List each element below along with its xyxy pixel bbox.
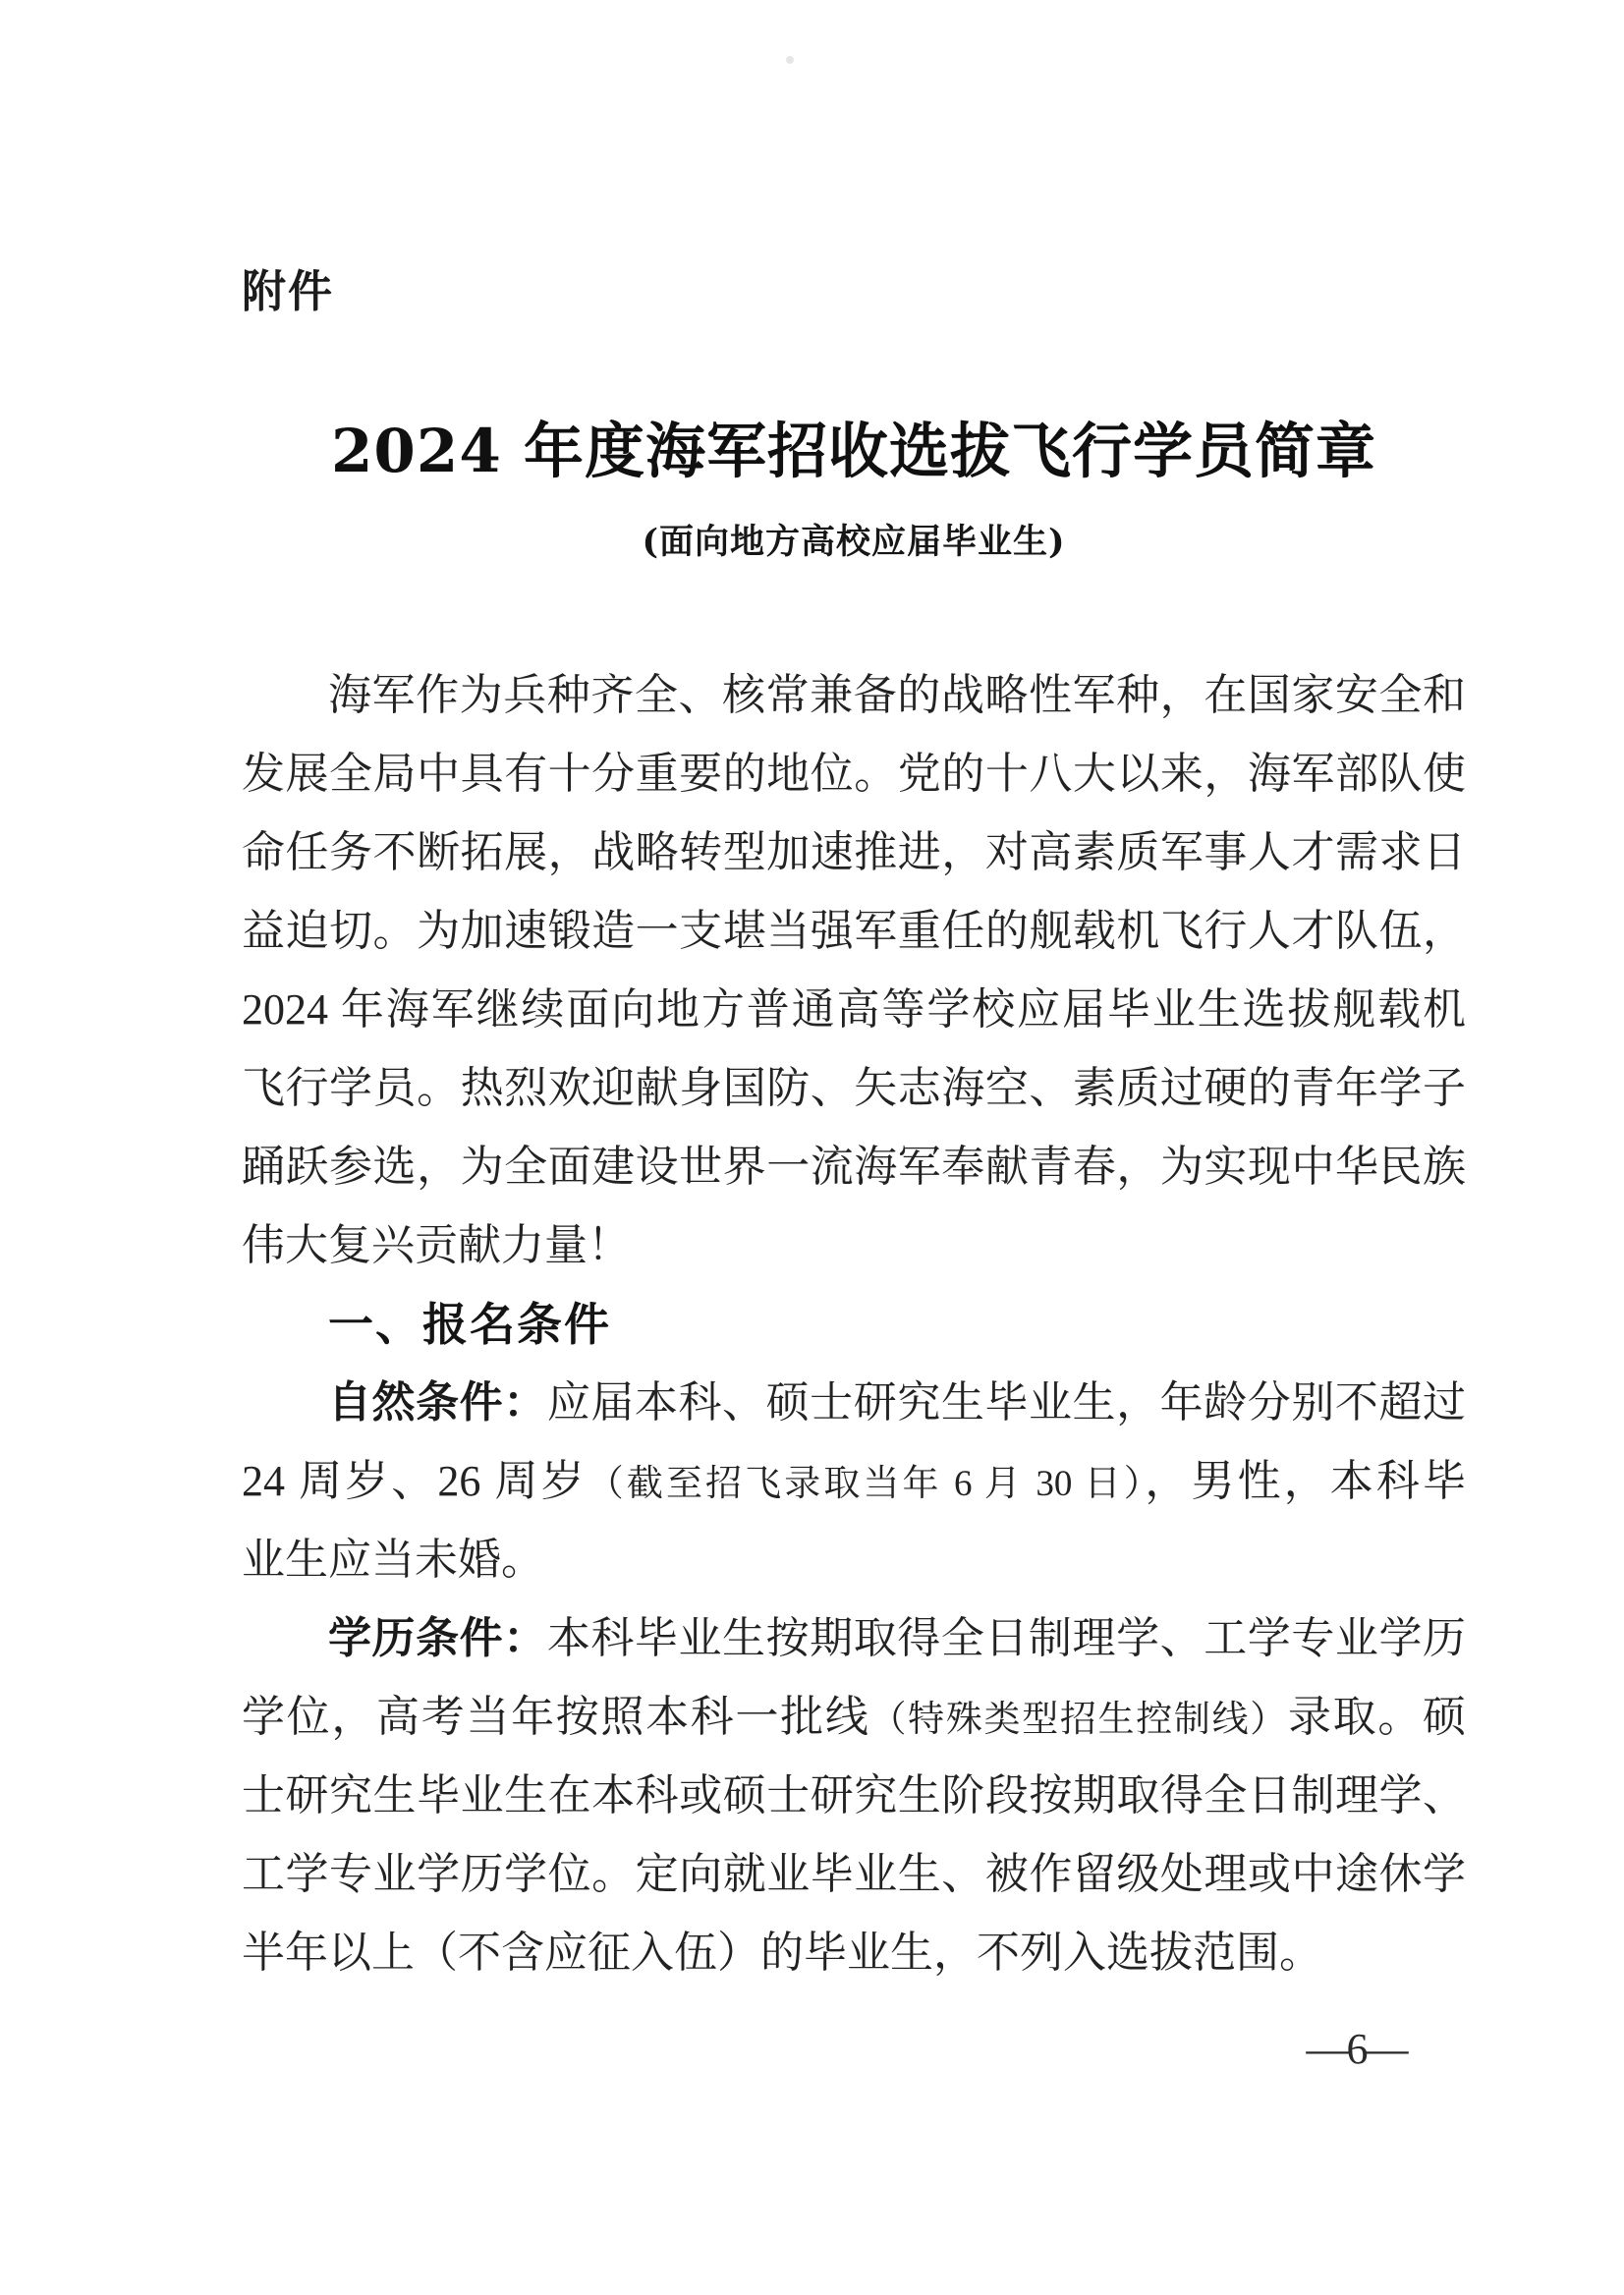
text-run: 伟大复兴贡献力量！ <box>242 1221 631 1269</box>
text-run: 一、报名条件 <box>328 1299 611 1350</box>
section-heading <box>242 1285 1466 1364</box>
text-run: 2024 年海军继续面向地方普通高等学校应届毕业生选拔舰载机 <box>242 985 1466 1034</box>
text-run: 录取。硕 <box>1287 1693 1467 1741</box>
parenthetical-note: （截至招飞录取当年 6 月 30 日） <box>587 1464 1146 1504</box>
text-run: ，男性，本科毕 <box>1145 1457 1467 1505</box>
text-run: 飞行学员。热烈欢迎献身国防、矢志海空、素质过硬的青年学子 <box>242 1064 1466 1112</box>
body-line <box>242 1835 1466 1914</box>
document-body <box>242 656 1466 1992</box>
body-line <box>242 1599 1466 1678</box>
body-line <box>242 1364 1466 1442</box>
page-number: —6— <box>1306 2025 1406 2073</box>
document-title: 2024 年度海军招收选拔飞行学员简章 <box>330 417 1376 486</box>
text-run: 海军作为兵种齐全、核常兼备的战略性军种，在国家安全和 <box>328 671 1466 719</box>
bold-term: 自然条件： <box>328 1378 547 1427</box>
document-subtitle: (面向地方高校应届毕业生) <box>642 522 1066 562</box>
body-line <box>242 1049 1466 1128</box>
text-run: 本科毕业生按期取得全日制理学、工学专业学历 <box>546 1614 1467 1662</box>
text-run: 命任务不断拓展，战略转型加速推进，对高素质军事人才需求日 <box>242 828 1466 876</box>
text-run: 业生应当未婚。 <box>242 1536 544 1584</box>
text-run: 应届本科、硕士研究生毕业生，年龄分别不超过 <box>546 1378 1467 1427</box>
body-line <box>242 813 1466 892</box>
body-line <box>242 892 1466 971</box>
body-line <box>242 735 1466 813</box>
text-run: 士研究生毕业生在本科或硕士研究生阶段按期取得全日制理学、 <box>242 1771 1466 1819</box>
bold-term: 学历条件： <box>328 1614 547 1662</box>
text-run: 工学专业学历学位。定向就业毕业生、被作留级处理或中途休学 <box>242 1850 1466 1898</box>
text-run: 24 周岁、26 周岁 <box>242 1457 588 1505</box>
body-line <box>242 1442 1466 1521</box>
text-run: 踊跃参选，为全面建设世界一流海军奉献青春，为实现中华民族 <box>242 1143 1466 1191</box>
text-run: 半年以上（不含应征入伍）的毕业生，不列入选拔范围。 <box>242 1929 1322 1977</box>
body-line <box>242 971 1466 1049</box>
body-line <box>242 1128 1466 1206</box>
scan-artifact <box>786 56 794 64</box>
body-line <box>242 1914 1466 1992</box>
text-run: 益迫切。为加速锻造一支堪当强军重任的舰载机飞行人才队伍， <box>242 907 1466 955</box>
parenthetical-note: （特殊类型招生控制线） <box>869 1700 1288 1740</box>
text-run: 发展全局中具有十分重要的地位。党的十八大以来，海军部队使 <box>242 750 1466 798</box>
body-line <box>242 1678 1466 1757</box>
text-run: 学位，高考当年按照本科一批线 <box>242 1693 870 1741</box>
body-line <box>242 1521 1466 1599</box>
body-line <box>242 1757 1466 1835</box>
body-line <box>242 1206 1466 1285</box>
body-line <box>242 656 1466 735</box>
attachment-label: 附件 <box>242 266 335 316</box>
